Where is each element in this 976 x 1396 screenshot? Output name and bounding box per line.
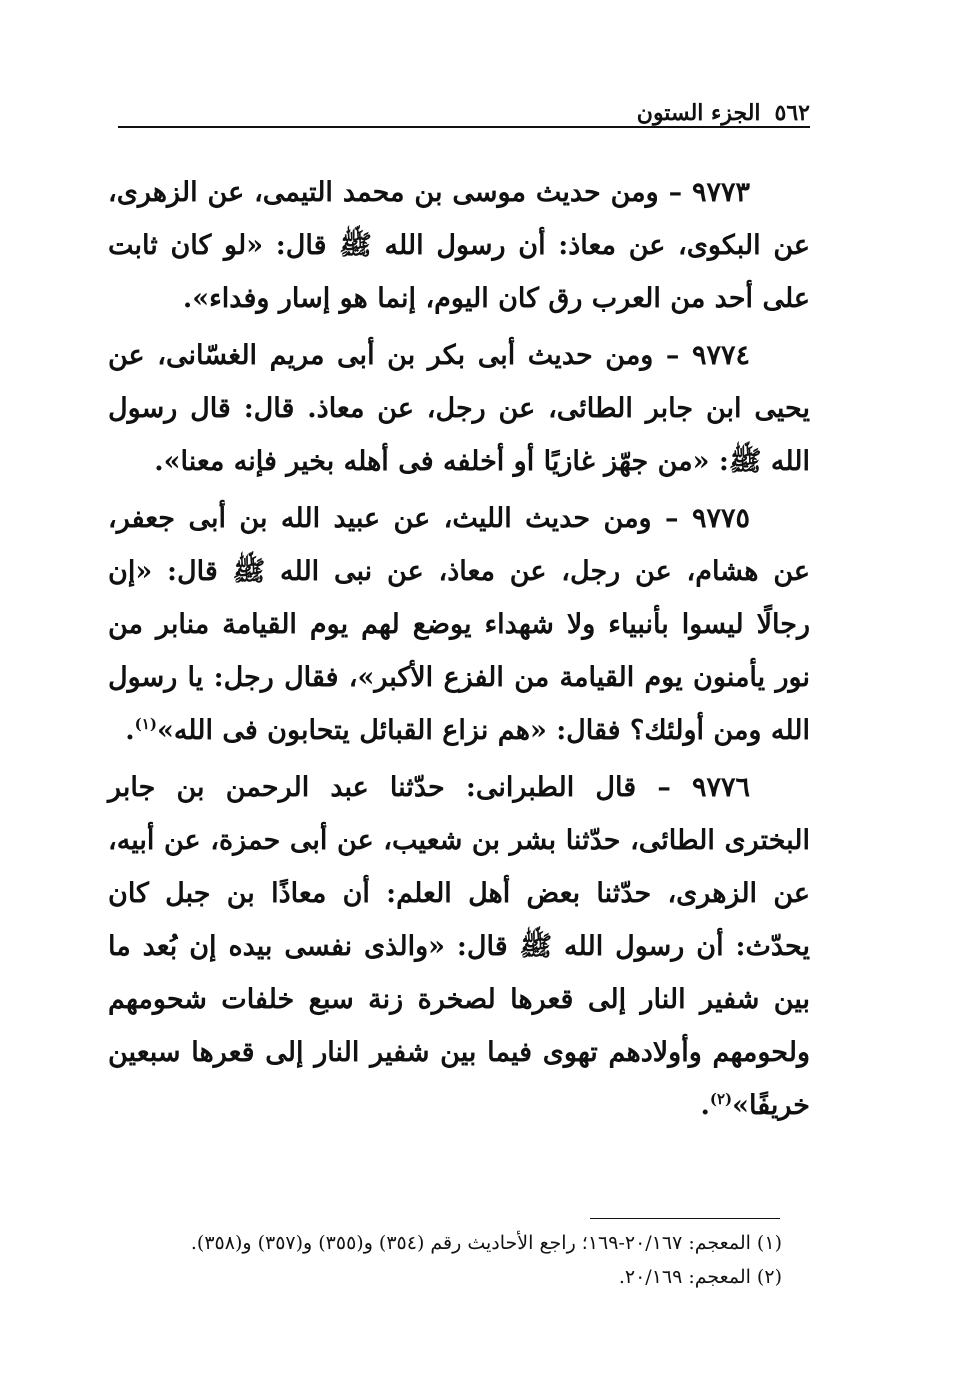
hadith-number: ٩٧٧٦ (691, 772, 750, 803)
hadith-text: – قال الطبرانى: حدّثنا عبد الرحمن بن جابر البخترى الطائى، حدّثنا بشر بن شعيب، عن أبى حمزة، عن أبيه، عن الزهرى، حدّثنا بعض أهل العلم: أن معاذًا بن جبل كان يحدّث: أن رسول الله ﷺ قال: «والذى نفسى بيده إن بُعد ما بين شفير النار إلى قعرها لصخرة زنة سبع خلفات شحومهم ولحومهم وأولادهم تهوى فيما بين شفير النار إلى قعرها سبعين خريفًا» (108, 772, 810, 1121)
hadith-number: ٩٧٧٥ (691, 503, 750, 534)
hadith-paragraph (108, 166, 810, 325)
footnote-ref: (١) (134, 715, 157, 733)
hadith-paragraph: ٩٧٧٥ – ومن حديث الليث، عن عبيد الله بن أبى جعفر، عن هشام، عن رجل، عن معاذ، عن نبى الله ﷺ قال: «إن رجالًا ليسوا بأنبياء ولا شهداء يوضع لهم يوم القيامة منابر من نور يأمنون يوم القيامة من الفزع الأكبر»، فقال رجل: يا رسول الله ومن أولئك؟ فقال: «هم نزاع القبائل يتحابون فى الله»$^{(١)}$. (108, 503, 810, 746)
footnote: (٢) المعجم: ٢٠/١٦٩. (618, 1266, 782, 1288)
hadith-text: – ومن حديث أبى بكر بن أبى مريم الغسّانى، عن يحيى ابن جابر الطائى، عن رجل، عن معاذ. قال: قال رسول الله ﷺ: «من جهّز غازيًا أو أخلفه فى أهله بخير فإنه معنا». (108, 340, 810, 477)
hadith-text: – ومن حديث موسى بن محمد التيمى، عن الزهرى، عن البكوى، عن معاذ: أن رسول الله ﷺ قال: «لو كان ثابت على أحد من العرب رق كان اليوم، إنما هو إسار وفداء». (108, 177, 810, 314)
page-number: ٥٦٢ (774, 100, 810, 126)
hadith-number: ٩٧٧٣ (691, 177, 750, 208)
hadith-paragraph: ٩٧٧٦ – قال الطبرانى: حدّثنا عبد الرحمن بن جابر البخترى الطائى، حدّثنا بشر بن شعيب، عن أبى حمزة، عن أبيه، عن الزهرى، حدّثنا بعض أهل العلم: أن معاذًا بن جبل كان يحدّث: أن رسول الله ﷺ قال: «والذى نفسى بيده إن بُعد ما بين شفير النار إلى قعرها لصخرة زنة سبع خلفات شحومهم ولحومهم وأولادهم تهوى فيما بين شفير النار إلى قعرها سبعين خريفًا»$^{(٢)}$. (108, 772, 810, 1121)
main-text (108, 166, 810, 1136)
page-header (118, 92, 810, 126)
running-title: الجزء الستون (636, 100, 761, 126)
footnote-ref: (٢) (709, 1090, 733, 1108)
footnote-divider (590, 1218, 780, 1219)
hadith-text: – ومن حديث الليث، عن عبيد الله بن أبى جعفر، عن هشام، عن رجل، عن معاذ، عن نبى الله ﷺ قال: «إن رجالًا ليسوا بأنبياء ولا شهداء يوضع لهم يوم القيامة منابر من نور يأمنون يوم القيامة من الفزع الأكبر»، فقال رجل: يا رسول الله ومن أولئك؟ فقال: «هم نزاع القبائل يتحابون فى الله» (108, 503, 810, 746)
header-divider (118, 126, 810, 128)
hadith-paragraph (108, 329, 810, 488)
hadith-number: ٩٧٧٤ (691, 340, 750, 371)
footnotes (92, 1226, 782, 1294)
footnote: (١) المعجم: ٢٠/١٦٧-١٦٩؛ راجع الأحاديث رقم (٣٥٤) و(٣٥٥) و(٣٥٧) و(٣٥٨). (190, 1232, 782, 1254)
